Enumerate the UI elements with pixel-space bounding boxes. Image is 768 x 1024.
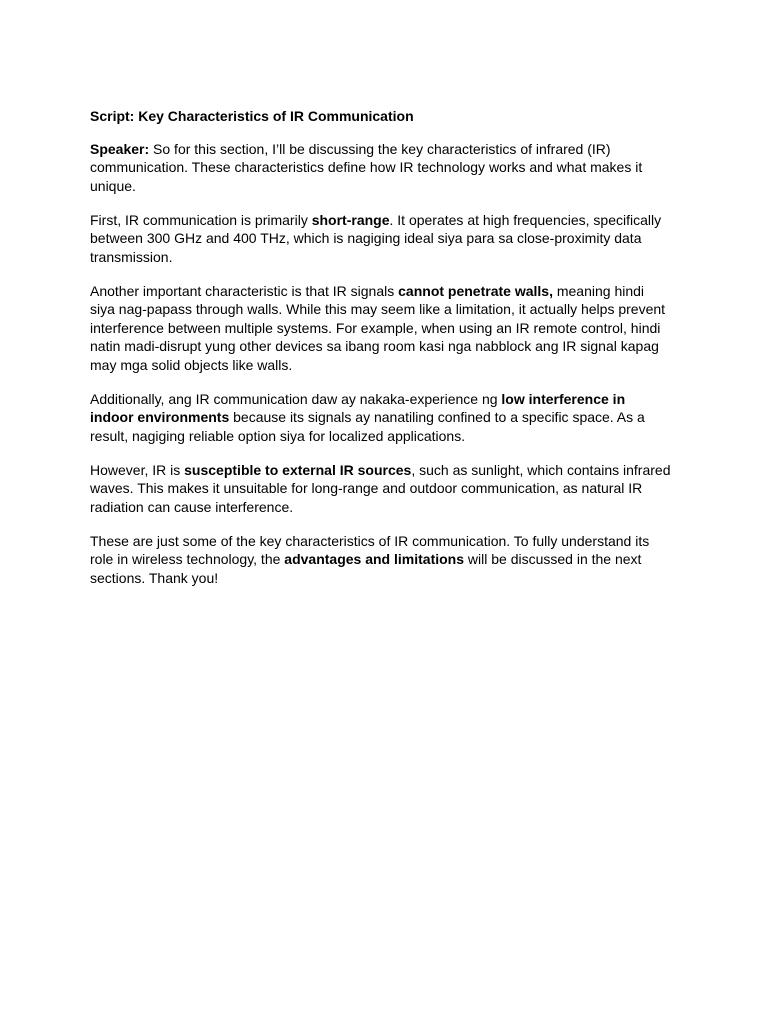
paragraph-segment: Another important characteristic is that IR signals <box>90 282 399 299</box>
paragraph-segment: These are just some of the key characteristics of IR communication. To fully understand its role in wireless technology, the <box>90 532 650 567</box>
paragraph-walls <box>90 282 672 375</box>
paragraph-segment: Speaker: <box>90 140 150 157</box>
paragraph-segment: will be discussed in the next sections. Thank you! <box>90 551 642 586</box>
paragraph-speaker-intro <box>90 140 672 196</box>
paragraph-conclusion <box>90 532 672 588</box>
paragraph-segment: short-range <box>311 211 390 228</box>
paragraph-segment: So for this section, I’ll be discussing the key characteristics of infrared (IR) communication. These characteristics define how IR technology works and what makes it unique. <box>90 140 643 194</box>
paragraph-low-interference <box>90 390 672 446</box>
document-title: Script: Key Characteristics of IR Communication <box>90 108 414 124</box>
paragraph-segment: susceptible to external IR sources <box>184 461 412 478</box>
paragraph-segment: because its signals ay nanatiling confined to a specific space. As a result, nagiging reliable option siya for localized applications. <box>90 409 645 444</box>
paragraph-segment: cannot penetrate walls, <box>398 282 553 299</box>
paragraph-short-range <box>90 211 672 267</box>
paragraph-segment: First, IR communication is primarily <box>90 211 312 228</box>
paragraph-segment: advantages and limitations <box>284 551 465 567</box>
paragraph-external-sources <box>90 461 672 517</box>
paragraph-segment: , such as sunlight, which contains infrared waves. This makes it unsuitable for long-range and outdoor communication, as natural IR radiation can cause interference. <box>90 461 671 515</box>
paragraph-segment: However, IR is <box>90 461 185 478</box>
paragraph-segment: meaning hindi siya nag-papass through walls. While this may seem like a limitation, it actually helps prevent interference between multiple systems. For example, when using an IR remote control, hindi natin madi-disrupt yung other devices sa ibang room kasi nga nabblock ang IR signal kapag may mga solid objects like walls. <box>90 282 666 373</box>
paragraph-segment: . It operates at high frequencies, specifically between 300 GHz and 400 THz, which is nagiging ideal siya para sa close-proximity data transmission. <box>90 211 662 265</box>
paragraph-segment: Additionally, ang IR communication daw ay nakaka-experience ng <box>90 390 502 407</box>
paragraph-segment: low interference in indoor environments <box>90 390 626 425</box>
